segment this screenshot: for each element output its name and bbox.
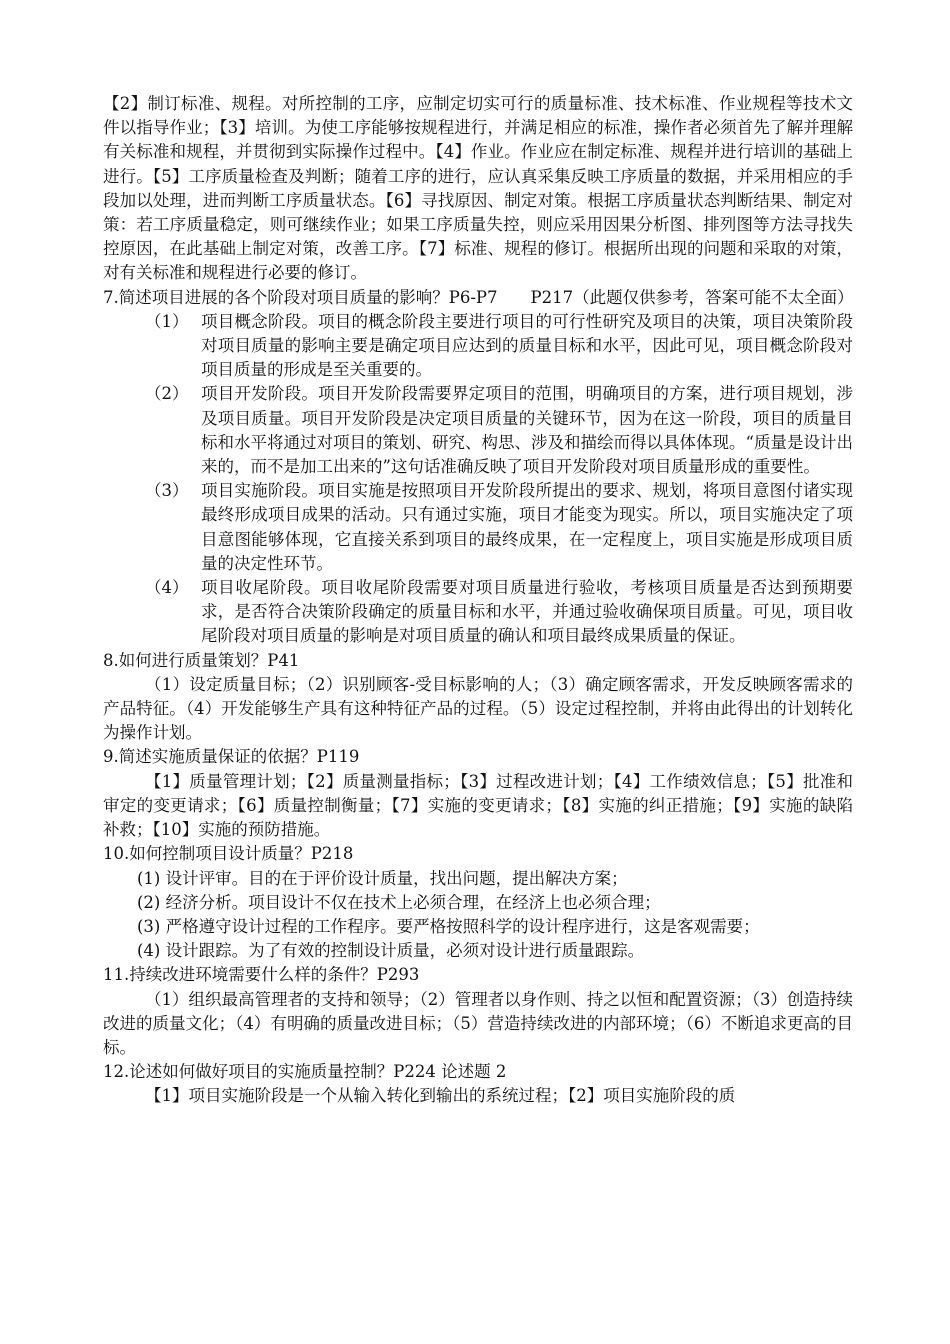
list-item: (3) 严格遵守设计过程的工作程序。要严格按照科学的设计程序进行，这是客观需要； — [137, 916, 760, 936]
question-9: 9.简述实施质量保证的依据？P119 — [103, 747, 360, 767]
list-item: (2) 经济分析。项目设计不仅在技术上必须合理，在经济上也必须合理； — [137, 892, 661, 912]
list-item — [103, 382, 853, 479]
list-item — [103, 479, 853, 576]
list-item-text: 项目收尾阶段。项目收尾阶段需要对项目质量进行验收，考核项目质量是否达到预期要求，是否符合决策阶段确定的质量目标和水平，并通过验收确保项目质量。可见，项目收尾阶段对项目质量的影响是对项目质量的确认和项目最终成果质量的保证。 — [201, 578, 853, 646]
intro-paragraph: 【2】制订标准、规程。对所控制的工序，应制定切实可行的质量标准、技术标准、作业规程等技术文件以指导作业；【3】培训。为使工序能够按规程进行，并满足相应的标准，操作者必须首先了解并理解有关标准和规程，并贯彻到实际操作过程中。【4】作业。作业应在制定标准、规程并进行培训的基础上进行。【5】工序质量检查及判断；随着工序的进行，应认真采集反映工序质量的数据，并采用相应的手段加以处理，进而判断工序质量状态。【6】寻找原因、制定对策。根据工序质量状态判断结果、制定对策：若工序质量稳定，则可继续作业；如果工序质量失控，则应采用因果分析图、排列图等方法寻找失控原因，在此基础上制定对策，改善工序。【7】标准、规程的修订。根据所出现的问题和采取的对策，对有关标准和规程进行必要的修订。 — [103, 94, 853, 283]
document-page — [103, 92, 853, 1109]
question-12: 12.论述如何做好项目的实施质量控制？P224 论述题 2 — [103, 1062, 507, 1082]
question-10: 10.如何控制项目设计质量？P218 — [103, 844, 354, 864]
list-item: (1) 设计评审。目的在于评价设计质量，找出问题，提出解决方案； — [137, 868, 628, 888]
list-item-text: 项目开发阶段。项目开发阶段需要界定项目的范围，明确项目的方案，进行项目规划，涉及项目质量。项目开发阶段是决定项目质量的关键环节，因为在这一阶段，项目的质量目标和水平将通过对项目的策划、研究、构思、涉及和描绘而得以具体体现。“质量是设计出来的，而不是加工出来的”这句话准确反映了项目开发阶段对项目质量形成的重要性。 — [201, 384, 853, 477]
list-item-number: （3） — [145, 481, 189, 501]
list-item — [103, 310, 853, 383]
question-8: 8.如何进行质量策划？P41 — [103, 650, 300, 670]
list-item-number: （2） — [145, 384, 189, 404]
question-9-answer: 【1】质量管理计划；【2】质量测量指标；【3】过程改进计划；【4】工作绩效信息；【5】批准和审定的变更请求；【6】质量控制衡量；【7】实施的变更请求；【8】实施的纠正措施；【9】实施的缺陷补救；【10】实施的预防措施。 — [103, 771, 853, 840]
question-12-answer: 【1】项目实施阶段是一个从输入转化到输出的系统过程；【2】项目实施阶段的质 — [145, 1086, 736, 1106]
list-item-number: （4） — [145, 578, 189, 598]
list-item: (4) 设计跟踪。为了有效的控制设计质量，必须对设计进行质量跟踪。 — [137, 941, 645, 961]
question-11-answer: （1）组织最高管理者的支持和领导；（2）管理者以身作则、持之以恒和配置资源；（3）创造持续改进的质量文化；（4）有明确的质量改进目标；（5）营造持续改进的内部环境；（6）不断追求更高的目标。 — [103, 989, 853, 1057]
list-item-text: 项目概念阶段。项目的概念阶段主要进行项目的可行性研究及项目的决策，项目决策阶段对项目质量的影响主要是确定项目应达到的质量目标和水平，因此可见，项目概念阶段对项目质量的形成是至关重要的。 — [201, 311, 853, 380]
list-item-number: （1） — [145, 311, 189, 331]
question-7-answer-list — [103, 310, 853, 649]
question-7: 7.简述项目进展的各个阶段对项目质量的影响？P6-P7 P217（此题仅供参考，答案可能不太全面） — [103, 287, 854, 307]
list-item — [103, 576, 853, 649]
list-item-text: 项目实施阶段。项目实施是按照项目开发阶段所提出的要求、规划，将项目意图付诸实现最终形成项目成果的活动。只有通过实施，项目才能变为现实。所以，项目实施决定了项目意图能够体现，它直接关系到项目的最终成果，在一定程度上，项目实施是形成项目质量的决定性环节。 — [201, 481, 853, 573]
question-8-answer: （1）设定质量目标；（2）识别顾客-受目标影响的人；（3）确定顾客需求，开发反映顾客需求的产品特征。（4）开发能够生产具有这种特征产品的过程。（5）设定过程控制，并将由此得出的计划转化为操作计划。 — [103, 674, 853, 743]
question-11: 11.持续改进环境需要什么样的条件？P293 — [103, 965, 420, 985]
